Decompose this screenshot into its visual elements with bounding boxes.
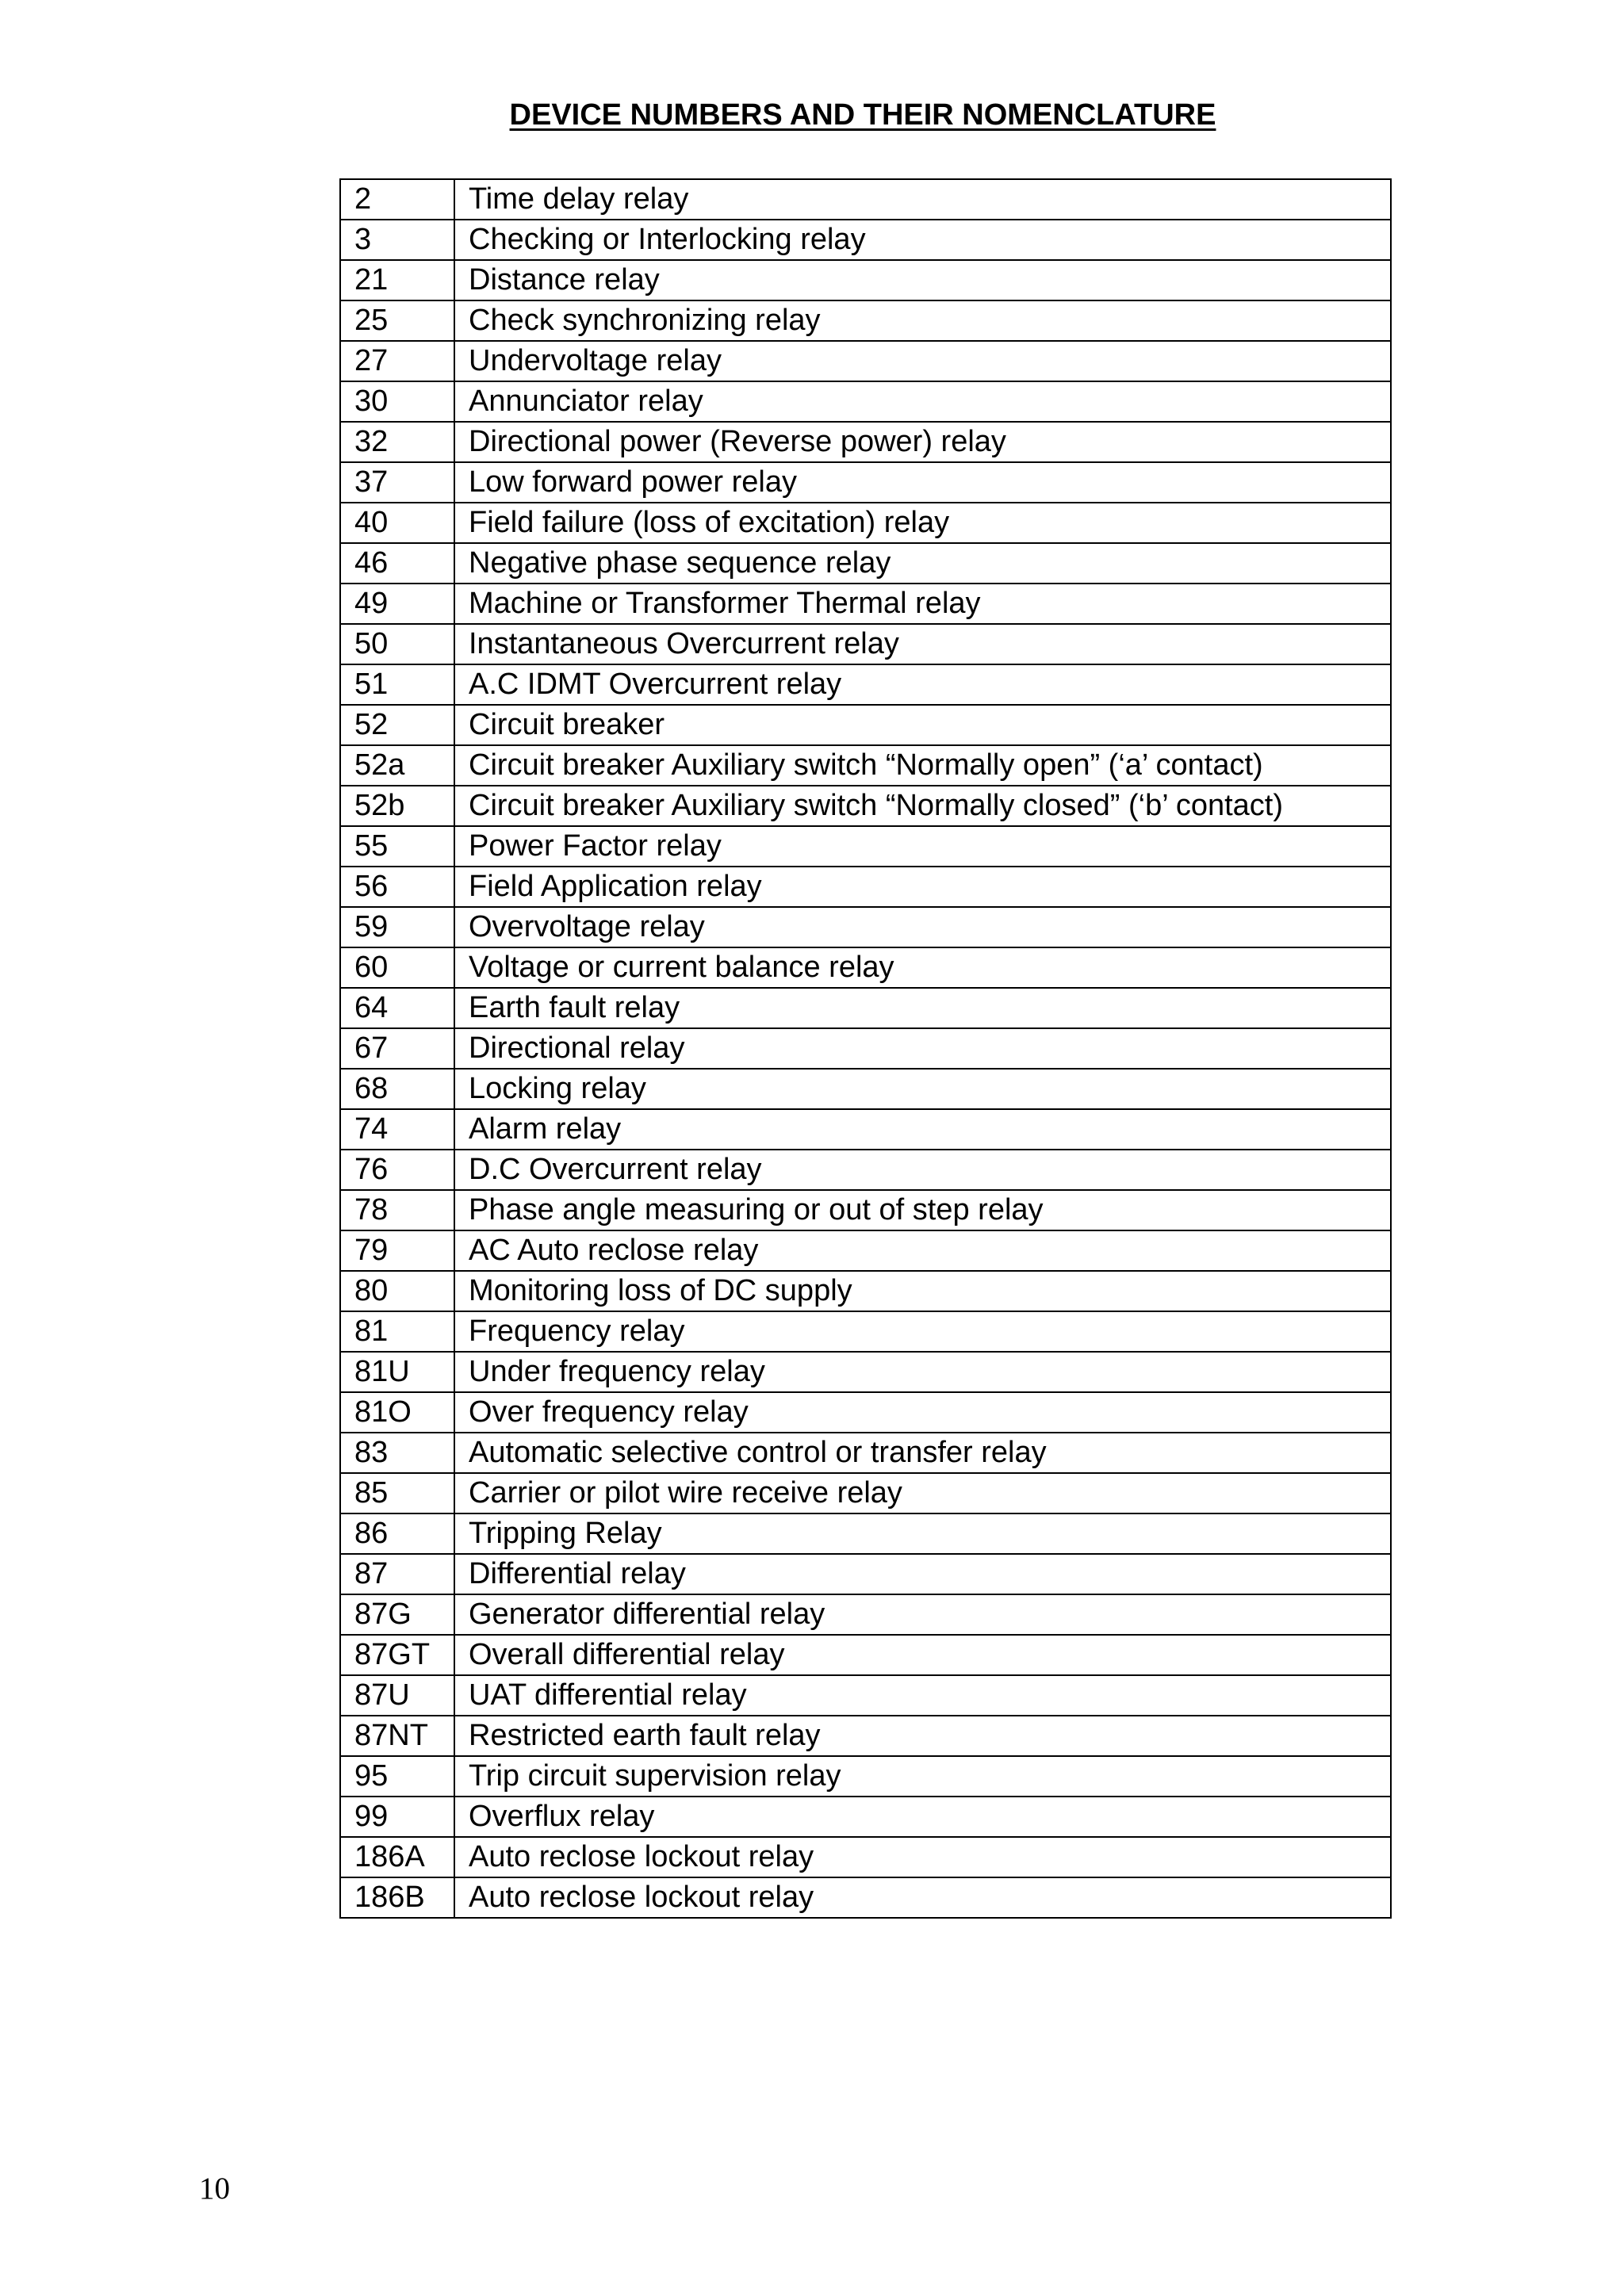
device-description-cell: Carrier or pilot wire receive relay bbox=[454, 1473, 1391, 1513]
device-description-cell: Power Factor relay bbox=[454, 826, 1391, 867]
table-row bbox=[340, 1230, 1391, 1271]
device-description-cell: Voltage or current balance relay bbox=[454, 947, 1391, 988]
device-number-cell: 87G bbox=[340, 1594, 454, 1635]
device-description-cell: A.C IDMT Overcurrent relay bbox=[454, 664, 1391, 705]
device-number-cell: 95 bbox=[340, 1756, 454, 1797]
device-number-cell: 56 bbox=[340, 867, 454, 907]
device-number-cell: 64 bbox=[340, 988, 454, 1028]
table-row bbox=[340, 381, 1391, 422]
device-number-cell: 52b bbox=[340, 786, 454, 826]
table-row bbox=[340, 705, 1391, 745]
table-row bbox=[340, 1028, 1391, 1069]
device-number-cell: 67 bbox=[340, 1028, 454, 1069]
device-number-cell: 25 bbox=[340, 300, 454, 341]
device-description-cell: Trip circuit supervision relay bbox=[454, 1756, 1391, 1797]
device-description-cell: Directional relay bbox=[454, 1028, 1391, 1069]
device-description-cell: Time delay relay bbox=[454, 179, 1391, 220]
table-row bbox=[340, 1513, 1391, 1554]
device-description-cell: Undervoltage relay bbox=[454, 341, 1391, 381]
table-row bbox=[340, 1150, 1391, 1190]
device-description-cell: Field failure (loss of excitation) relay bbox=[454, 503, 1391, 543]
table-row bbox=[340, 462, 1391, 503]
table-row bbox=[340, 947, 1391, 988]
device-number-cell: 87 bbox=[340, 1554, 454, 1594]
device-number-cell: 55 bbox=[340, 826, 454, 867]
device-table-container bbox=[339, 178, 1390, 1919]
device-description-cell: UAT differential relay bbox=[454, 1675, 1391, 1716]
device-description-cell: Earth fault relay bbox=[454, 988, 1391, 1028]
device-number-cell: 81O bbox=[340, 1392, 454, 1433]
table-row bbox=[340, 988, 1391, 1028]
table-row bbox=[340, 867, 1391, 907]
device-description-cell: Frequency relay bbox=[454, 1311, 1391, 1352]
device-number-cell: 32 bbox=[340, 422, 454, 462]
device-description-cell: Overvoltage relay bbox=[454, 907, 1391, 947]
device-number-cell: 85 bbox=[340, 1473, 454, 1513]
device-description-cell: Annunciator relay bbox=[454, 381, 1391, 422]
device-description-cell: Under frequency relay bbox=[454, 1352, 1391, 1392]
device-description-cell: Automatic selective control or transfer relay bbox=[454, 1433, 1391, 1473]
device-description-cell: Circuit breaker Auxiliary switch “Normally closed” (‘b’ contact) bbox=[454, 786, 1391, 826]
device-number-cell: 79 bbox=[340, 1230, 454, 1271]
device-description-cell: Tripping Relay bbox=[454, 1513, 1391, 1554]
device-description-cell: Overall differential relay bbox=[454, 1635, 1391, 1675]
table-row bbox=[340, 1594, 1391, 1635]
device-description-cell: Negative phase sequence relay bbox=[454, 543, 1391, 584]
table-row bbox=[340, 1271, 1391, 1311]
device-number-cell: 50 bbox=[340, 624, 454, 664]
device-description-cell: Check synchronizing relay bbox=[454, 300, 1391, 341]
device-number-cell: 68 bbox=[340, 1069, 454, 1109]
table-row bbox=[340, 745, 1391, 786]
device-number-cell: 60 bbox=[340, 947, 454, 988]
device-description-cell: Checking or Interlocking relay bbox=[454, 220, 1391, 260]
device-number-cell: 81 bbox=[340, 1311, 454, 1352]
device-number-cell: 52 bbox=[340, 705, 454, 745]
device-description-cell: Alarm relay bbox=[454, 1109, 1391, 1150]
table-row bbox=[340, 624, 1391, 664]
device-description-cell: Circuit breaker bbox=[454, 705, 1391, 745]
device-description-cell: Field Application relay bbox=[454, 867, 1391, 907]
table-row bbox=[340, 260, 1391, 300]
table-row bbox=[340, 1635, 1391, 1675]
table-row bbox=[340, 1473, 1391, 1513]
device-number-cell: 46 bbox=[340, 543, 454, 584]
table-row bbox=[340, 1190, 1391, 1230]
device-description-cell: Overflux relay bbox=[454, 1797, 1391, 1837]
device-description-cell: Locking relay bbox=[454, 1069, 1391, 1109]
table-row bbox=[340, 786, 1391, 826]
table-row bbox=[340, 543, 1391, 584]
device-description-cell: Restricted earth fault relay bbox=[454, 1716, 1391, 1756]
device-description-cell: D.C Overcurrent relay bbox=[454, 1150, 1391, 1190]
device-number-cell: 99 bbox=[340, 1797, 454, 1837]
device-number-cell: 3 bbox=[340, 220, 454, 260]
table-row bbox=[340, 1433, 1391, 1473]
device-number-cell: 186A bbox=[340, 1837, 454, 1877]
device-number-cell: 27 bbox=[340, 341, 454, 381]
table-row bbox=[340, 1877, 1391, 1918]
table-row bbox=[340, 1109, 1391, 1150]
table-row bbox=[340, 422, 1391, 462]
table-row bbox=[340, 179, 1391, 220]
device-number-cell: 87U bbox=[340, 1675, 454, 1716]
device-table-body bbox=[340, 179, 1391, 1918]
device-number-cell: 51 bbox=[340, 664, 454, 705]
device-number-cell: 21 bbox=[340, 260, 454, 300]
device-number-cell: 186B bbox=[340, 1877, 454, 1918]
table-row bbox=[340, 1554, 1391, 1594]
table-row bbox=[340, 300, 1391, 341]
table-row bbox=[340, 907, 1391, 947]
device-number-cell: 52a bbox=[340, 745, 454, 786]
device-description-cell: Phase angle measuring or out of step relay bbox=[454, 1190, 1391, 1230]
table-row bbox=[340, 826, 1391, 867]
device-description-cell: Directional power (Reverse power) relay bbox=[454, 422, 1391, 462]
page-number: 10 bbox=[199, 2172, 230, 2206]
table-row bbox=[340, 664, 1391, 705]
device-description-cell: Generator differential relay bbox=[454, 1594, 1391, 1635]
device-number-cell: 74 bbox=[340, 1109, 454, 1150]
device-number-cell: 2 bbox=[340, 179, 454, 220]
device-number-cell: 76 bbox=[340, 1150, 454, 1190]
device-number-cell: 40 bbox=[340, 503, 454, 543]
device-number-cell: 30 bbox=[340, 381, 454, 422]
table-row bbox=[340, 220, 1391, 260]
device-number-cell: 81U bbox=[340, 1352, 454, 1392]
table-row bbox=[340, 1837, 1391, 1877]
table-row bbox=[340, 341, 1391, 381]
device-description-cell: AC Auto reclose relay bbox=[454, 1230, 1391, 1271]
device-numbers-table bbox=[339, 178, 1392, 1919]
table-row bbox=[340, 1716, 1391, 1756]
device-number-cell: 59 bbox=[340, 907, 454, 947]
table-row bbox=[340, 1311, 1391, 1352]
table-row bbox=[340, 1675, 1391, 1716]
device-number-cell: 87GT bbox=[340, 1635, 454, 1675]
device-description-cell: Circuit breaker Auxiliary switch “Normally open” (‘a’ contact) bbox=[454, 745, 1391, 786]
device-number-cell: 49 bbox=[340, 584, 454, 624]
device-description-cell: Machine or Transformer Thermal relay bbox=[454, 584, 1391, 624]
page-title: DEVICE NUMBERS AND THEIR NOMENCLATURE bbox=[509, 98, 1216, 132]
device-description-cell: Auto reclose lockout relay bbox=[454, 1877, 1391, 1918]
device-description-cell: Auto reclose lockout relay bbox=[454, 1837, 1391, 1877]
device-description-cell: Low forward power relay bbox=[454, 462, 1391, 503]
device-description-cell: Distance relay bbox=[454, 260, 1391, 300]
device-number-cell: 37 bbox=[340, 462, 454, 503]
device-description-cell: Differential relay bbox=[454, 1554, 1391, 1594]
device-number-cell: 80 bbox=[340, 1271, 454, 1311]
device-description-cell: Over frequency relay bbox=[454, 1392, 1391, 1433]
device-number-cell: 78 bbox=[340, 1190, 454, 1230]
table-row bbox=[340, 1797, 1391, 1837]
table-row bbox=[340, 1392, 1391, 1433]
table-row bbox=[340, 503, 1391, 543]
table-row bbox=[340, 584, 1391, 624]
table-row bbox=[340, 1352, 1391, 1392]
device-description-cell: Monitoring loss of DC supply bbox=[454, 1271, 1391, 1311]
device-number-cell: 87NT bbox=[340, 1716, 454, 1756]
table-row bbox=[340, 1756, 1391, 1797]
table-row bbox=[340, 1069, 1391, 1109]
device-number-cell: 86 bbox=[340, 1513, 454, 1554]
device-number-cell: 83 bbox=[340, 1433, 454, 1473]
device-description-cell: Instantaneous Overcurrent relay bbox=[454, 624, 1391, 664]
